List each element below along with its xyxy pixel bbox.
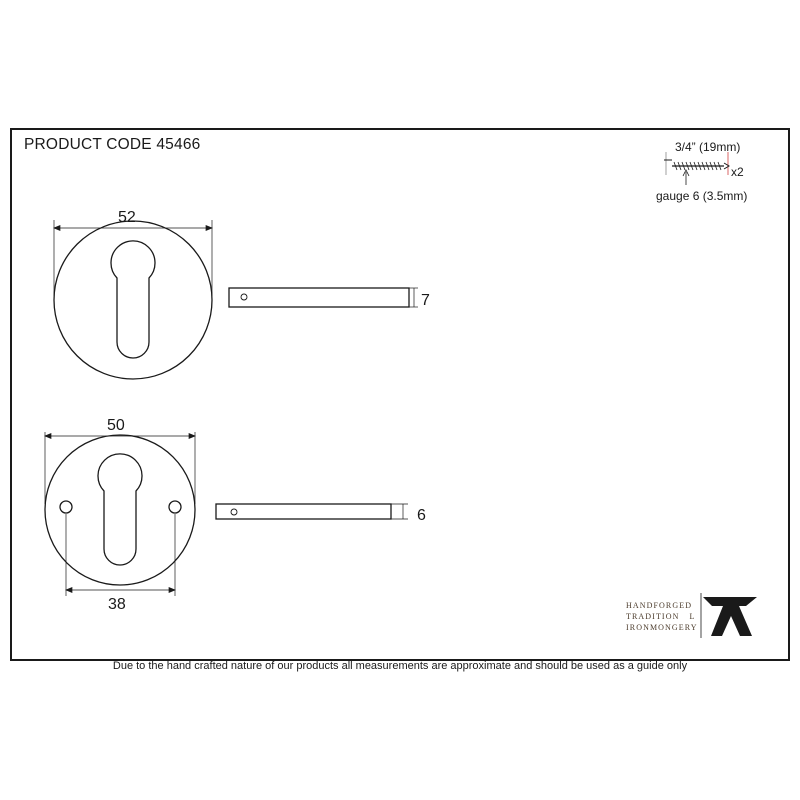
screw-spec: [664, 152, 729, 185]
top-thickness-label: 7: [421, 292, 430, 309]
screw-length-label: 3/4” (19mm): [675, 140, 741, 154]
screw-icon: [664, 160, 729, 170]
bottom-diameter-label: 50: [107, 417, 125, 434]
product-code: PRODUCT CODE 45466: [24, 136, 201, 153]
screw-quantity-label: x2: [731, 165, 744, 179]
hole-centres-label: 38: [108, 596, 126, 613]
bottom-escutcheon-front: [45, 435, 195, 585]
bottom-thickness-dimension: [391, 504, 408, 519]
top-keyhole-euro-profile: [111, 241, 155, 358]
top-side-profile: [229, 288, 409, 307]
bottom-side-profile: [216, 504, 391, 519]
top-escutcheon-side: [229, 288, 409, 307]
top-escutcheon-front: [54, 221, 212, 379]
brand-line-2-suffix: L: [689, 612, 696, 621]
top-escutcheon-outline: [54, 221, 212, 379]
top-thickness-dimension: [409, 288, 418, 307]
bottom-escutcheon-side: [216, 504, 391, 519]
bottom-side-screw-hole: [231, 509, 237, 515]
top-side-screw-hole: [241, 294, 247, 300]
bottom-thickness-label: 6: [417, 507, 426, 524]
left-screw-hole: [60, 501, 72, 513]
right-screw-hole: [169, 501, 181, 513]
brand-line-1: HANDFORGED: [626, 601, 693, 610]
bottom-escutcheon-outline: [45, 435, 195, 585]
anvil-icon: [701, 593, 757, 638]
brand-line-2-text: TRADITION: [626, 612, 680, 621]
top-diameter-label: 52: [118, 209, 136, 226]
top-diameter-dimension: [54, 220, 212, 296]
bottom-keyhole-euro-profile: [98, 454, 142, 565]
disclaimer: Due to the hand crafted nature of our products all measurements are approximate and should be used as a guide only: [112, 660, 688, 672]
brand-line-3: IRONMONGERY: [626, 623, 698, 632]
brand-line-2: [626, 612, 695, 621]
screw-gauge-label: gauge 6 (3.5mm): [656, 189, 748, 203]
bottom-diameter-dimension: [45, 432, 195, 504]
hole-centres-dimension: [66, 514, 175, 596]
